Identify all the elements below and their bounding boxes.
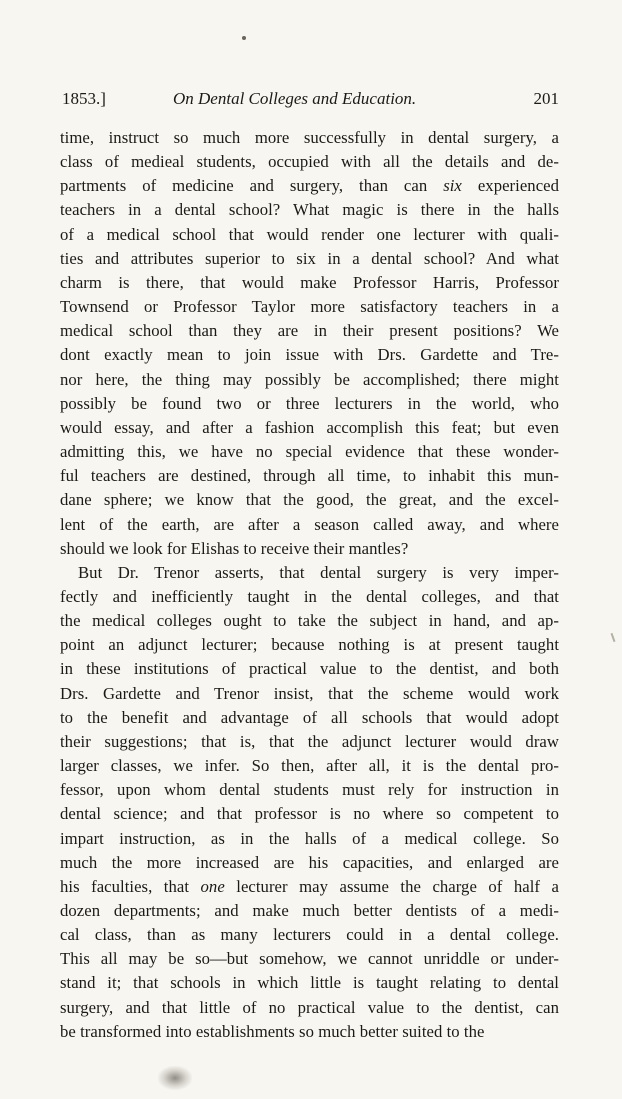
text-line: Townsend or Professor Taylor more satisfactory teachers in a <box>60 297 559 317</box>
text-line: fectly and inefficiently taught in the dental colleges, and that <box>60 586 559 606</box>
ink-speck <box>242 36 246 40</box>
text-line: time, instruct so much more successfully in dental surgery, a <box>60 128 559 147</box>
text-line: dental science; and that professor is no where so competent to <box>60 804 559 824</box>
text-line: surgery, and that little of no practical value to the dentist, can <box>60 997 559 1017</box>
text-line: medical school than they are in their present positions? We <box>60 321 559 341</box>
text-line: fessor, upon whom dental students must rely for instruction in <box>60 780 559 800</box>
text-line: cal class, than as many lecturers could in a dental college. <box>60 925 559 945</box>
text-line: Drs. Gardette and Trenor insist, that the scheme would work <box>60 683 559 703</box>
text-line: dont exactly mean to join issue with Drs. Gardette and Tre- <box>60 345 559 365</box>
text-line: in these institutions of practical value to the dentist, and both <box>60 659 559 679</box>
text-line: admitting this, we have no special evidence that these wonder- <box>60 442 559 462</box>
text-segment: experienced <box>461 176 559 196</box>
text-line: lent of the earth, are after a season called away, and where <box>60 514 559 534</box>
text-line: ful teachers are destined, through all time, to inhabit this mun- <box>60 466 559 486</box>
text-line: dane sphere; we know that the good, the great, and the excel- <box>60 490 559 510</box>
paper-mark <box>611 633 616 642</box>
running-head-year: 1853.] <box>62 89 106 108</box>
text-line <box>60 875 559 899</box>
page-number: 201 <box>533 89 559 108</box>
text-segment: his faculties, that <box>60 876 201 896</box>
text-line: ties and attributes superior to six in a dental school? And what <box>60 248 559 268</box>
text-line: much the more increased are his capacities, and enlarged are <box>60 852 559 872</box>
italic-word: six <box>443 176 462 196</box>
running-head-title: On Dental Colleges and Education. <box>173 89 417 108</box>
text-line: This all may be so—but somehow, we cannot unriddle or under- <box>60 949 559 969</box>
text-line: charm is there, that would make Professor Harris, Professor <box>60 272 559 292</box>
text-line: dozen departments; and make much better dentists of a medi- <box>60 901 559 920</box>
text-line <box>60 174 559 198</box>
italic-word: one <box>200 876 225 896</box>
text-line: be transformed into establishments so much better suited to the <box>60 1021 485 1041</box>
text-segment: partments of medicine and surgery, than can <box>60 176 444 196</box>
body-text <box>60 126 559 1044</box>
text-line: possibly be found two or three lecturers in the world, who <box>60 393 559 413</box>
text-line: teachers in a dental school? What magic is there in the halls <box>60 200 559 220</box>
text-line: class of medieal students, occupied with all the details and de- <box>60 152 559 172</box>
text-line: But Dr. Trenor asserts, that dental surgery is very imper- <box>78 562 559 582</box>
text-line: point an adjunct lecturer; because nothing is at present taught <box>60 635 559 655</box>
text-line: impart instruction, as in the halls of a medical college. So <box>60 828 559 848</box>
ink-smudge <box>158 1066 192 1090</box>
text-line: nor here, the thing may possibly be accomplished; there might <box>60 369 559 389</box>
text-segment: lecturer may assume the charge of half a <box>224 876 559 896</box>
text-line: larger classes, we infer. So then, after all, it is the dental pro- <box>60 756 559 776</box>
text-line: would essay, and after a fashion accomplish this feat; but even <box>60 417 559 437</box>
text-line: stand it; that schools in which little is taught relating to dental <box>60 973 559 993</box>
text-line: their suggestions; that is, that the adjunct lecturer would draw <box>60 731 559 751</box>
text-line: to the benefit and advantage of all schools that would adopt <box>60 707 559 727</box>
text-line: the medical colleges ought to take the subject in hand, and ap- <box>60 611 559 631</box>
running-head <box>62 86 559 112</box>
text-line: should we look for Elishas to receive their mantles? <box>60 538 409 558</box>
text-line: of a medical school that would render one lecturer with quali- <box>60 224 559 244</box>
